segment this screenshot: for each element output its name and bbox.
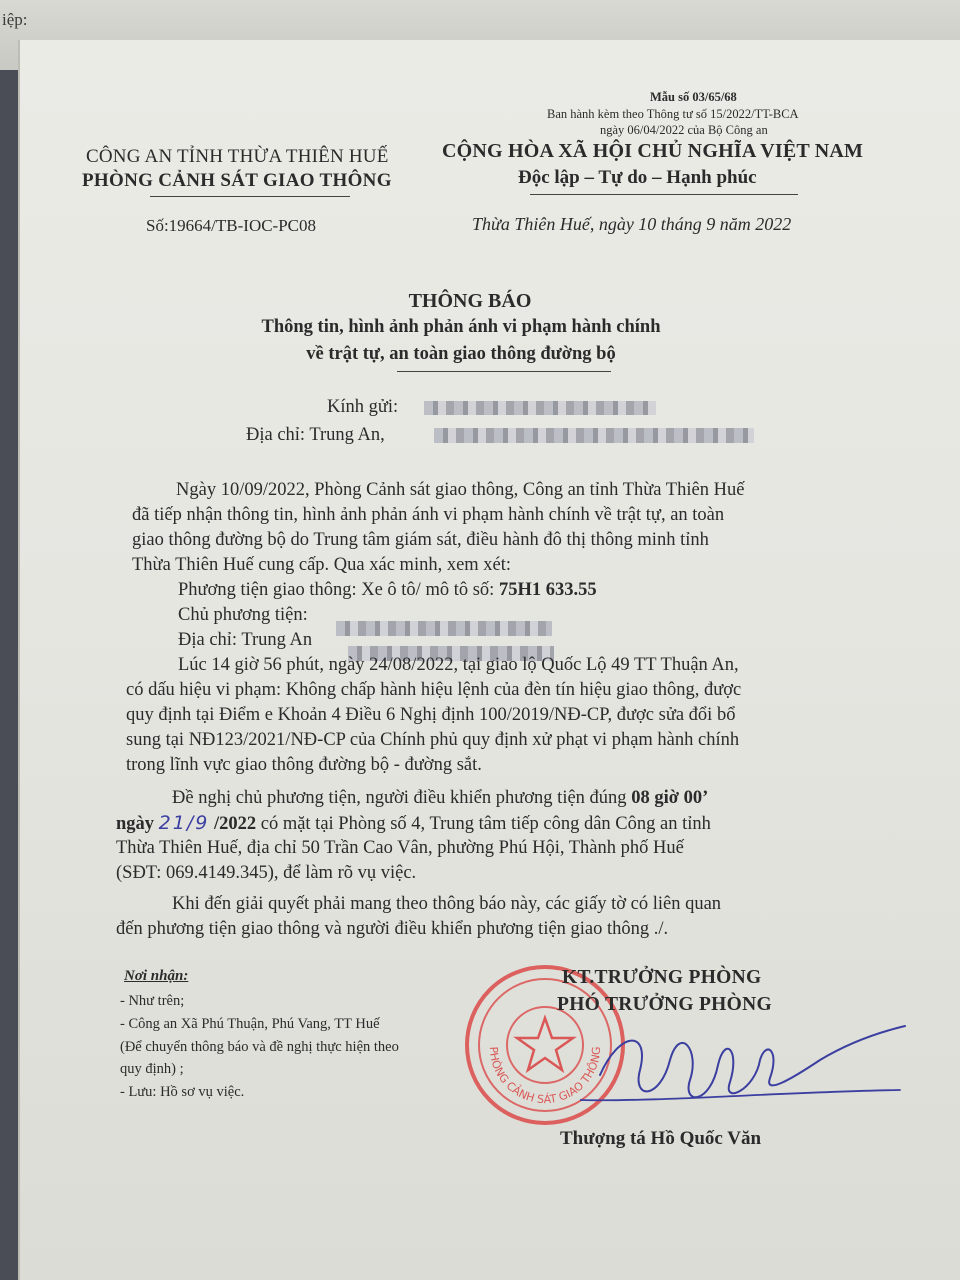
body-line: Khi đến giải quyết phải mang theo thông báo này, các giấy tờ có liên quan bbox=[172, 894, 722, 914]
recipient-item: quy định) ; bbox=[120, 1061, 184, 1077]
appointment-line bbox=[116, 811, 711, 836]
appointment-time: 08 giờ 00’ bbox=[631, 788, 709, 808]
signature-title-1: KT.TRƯỞNG PHÒNG bbox=[562, 967, 762, 988]
body-line: trong lĩnh vực giao thông đường bộ - đường sắt. bbox=[126, 755, 482, 775]
body-line: có dấu hiệu vi phạm: Không chấp hành hiệu lệnh của đèn tín hiệu giao thông, được bbox=[126, 680, 742, 700]
recipient-label: Kính gửi: bbox=[327, 397, 399, 417]
body-line bbox=[172, 786, 708, 810]
recipient-item: - Lưu: Hồ sơ vụ việc. bbox=[120, 1084, 245, 1100]
recipient-item: - Như trên; bbox=[120, 993, 185, 1009]
body-line: giao thông đường bộ do Trung tâm giám sát, điều hành đô thị thông minh tỉnh bbox=[132, 530, 709, 550]
subtitle-underline bbox=[397, 371, 611, 372]
body-line: (SĐT: 069.4149.345), để làm rõ vụ việc. bbox=[116, 863, 417, 883]
document-subtitle-1: Thông tin, hình ảnh phản ánh vi phạm hành chính bbox=[261, 317, 661, 337]
agency-name: PHÒNG CẢNH SÁT GIAO THÔNG bbox=[82, 170, 392, 191]
appointment-year: /2022 bbox=[213, 814, 257, 834]
appointment-day-label: ngày bbox=[116, 814, 155, 834]
body-line: quy định tại Điểm e Khoản 4 Điều 6 Nghị định 100/2019/NĐ-CP, được sửa đổi bổ bbox=[126, 705, 736, 725]
motto-underline bbox=[530, 194, 798, 195]
vehicle-plate: 75H1 633.55 bbox=[498, 580, 597, 600]
document-subtitle-2: về trật tự, an toàn giao thông đường bộ bbox=[306, 344, 616, 364]
national-title: CỘNG HÒA XÃ HỘI CHỦ NGHĨA VIỆT NAM bbox=[442, 140, 864, 162]
vehicle-label: Phương tiện giao thông: Xe ô tô/ mô tô số: bbox=[178, 580, 495, 600]
body-line: đã tiếp nhận thông tin, hình ảnh phản ánh vi phạm hành chính về trật tự, an toàn bbox=[132, 505, 725, 525]
agency-parent: CÔNG AN TỈNH THỪA THIÊN HUẾ bbox=[86, 146, 389, 167]
redacted-owner-name bbox=[336, 621, 552, 636]
form-issued-with: Ban hành kèm theo Thông tư số 15/2022/TT-BCA bbox=[547, 107, 799, 121]
recipient-item: (Để chuyển thông báo và đề nghị thực hiện theo bbox=[120, 1039, 399, 1055]
form-issued-date: ngày 06/04/2022 của Bộ Công an bbox=[600, 123, 768, 137]
body-line: Thừa Thiên Huế, địa chỉ 50 Trần Cao Vân, phường Phú Hội, Thành phố Huế bbox=[116, 838, 684, 858]
recipients-title: Nơi nhận: bbox=[124, 968, 189, 984]
body-line: sung tại NĐ123/2021/NĐ-CP của Chính phủ quy định xử phạt vi phạm hành chính bbox=[126, 730, 740, 750]
national-motto: Độc lập – Tự do – Hạnh phúc bbox=[518, 167, 757, 188]
signature-title-2: PHÓ TRƯỞNG PHÒNG bbox=[557, 994, 772, 1015]
document-number: Số:19664/TB-IOC-PC08 bbox=[146, 216, 317, 235]
handwritten-signature-icon bbox=[580, 1020, 910, 1110]
body-line: đến phương tiện giao thông và người điều khiển phương tiện giao thông ./. bbox=[116, 919, 669, 939]
request-text: Đề nghị chủ phương tiện, người điều khiển phương tiện đúng bbox=[172, 788, 627, 808]
agency-underline bbox=[150, 196, 350, 197]
owner-address-label: Địa chỉ: Trung An bbox=[178, 630, 313, 650]
body-line: Lúc 14 giờ 56 phút, ngày 24/08/2022, tại giao lộ Quốc Lộ 49 TT Thuận An, bbox=[178, 655, 739, 675]
signer-name: Thượng tá Hồ Quốc Văn bbox=[560, 1128, 762, 1149]
document-page bbox=[18, 40, 960, 1280]
body-line: Thừa Thiên Huế cung cấp. Qua xác minh, xem xét: bbox=[132, 555, 512, 575]
recipient-item: - Công an Xã Phú Thuận, Phú Vang, TT Huế bbox=[120, 1016, 380, 1032]
redacted-recipient-name bbox=[424, 401, 656, 415]
document-title: THÔNG BÁO bbox=[408, 290, 532, 312]
redacted-recipient-address bbox=[434, 428, 754, 443]
vehicle-line bbox=[178, 578, 597, 602]
background-sheet-text: iệp: bbox=[2, 10, 28, 29]
seal-text: PHÒNG CẢNH SÁT GIAO THÔNG bbox=[486, 1046, 604, 1107]
body-line: Ngày 10/09/2022, Phòng Cảnh sát giao thông, Công an tỉnh Thừa Thiên Huế bbox=[176, 480, 745, 500]
handwritten-date: 21/9 bbox=[158, 812, 210, 834]
form-id: Mẫu số 03/65/68 bbox=[650, 90, 737, 104]
owner-label: Chủ phương tiện: bbox=[178, 605, 308, 625]
place-date: Thừa Thiên Huế, ngày 10 tháng 9 năm 2022 bbox=[472, 214, 792, 234]
appointment-location: có mặt tại Phòng số 4, Trung tâm tiếp công dân Công an tỉnh bbox=[260, 814, 711, 834]
recipient-address-label: Địa chỉ: Trung An, bbox=[246, 425, 385, 445]
